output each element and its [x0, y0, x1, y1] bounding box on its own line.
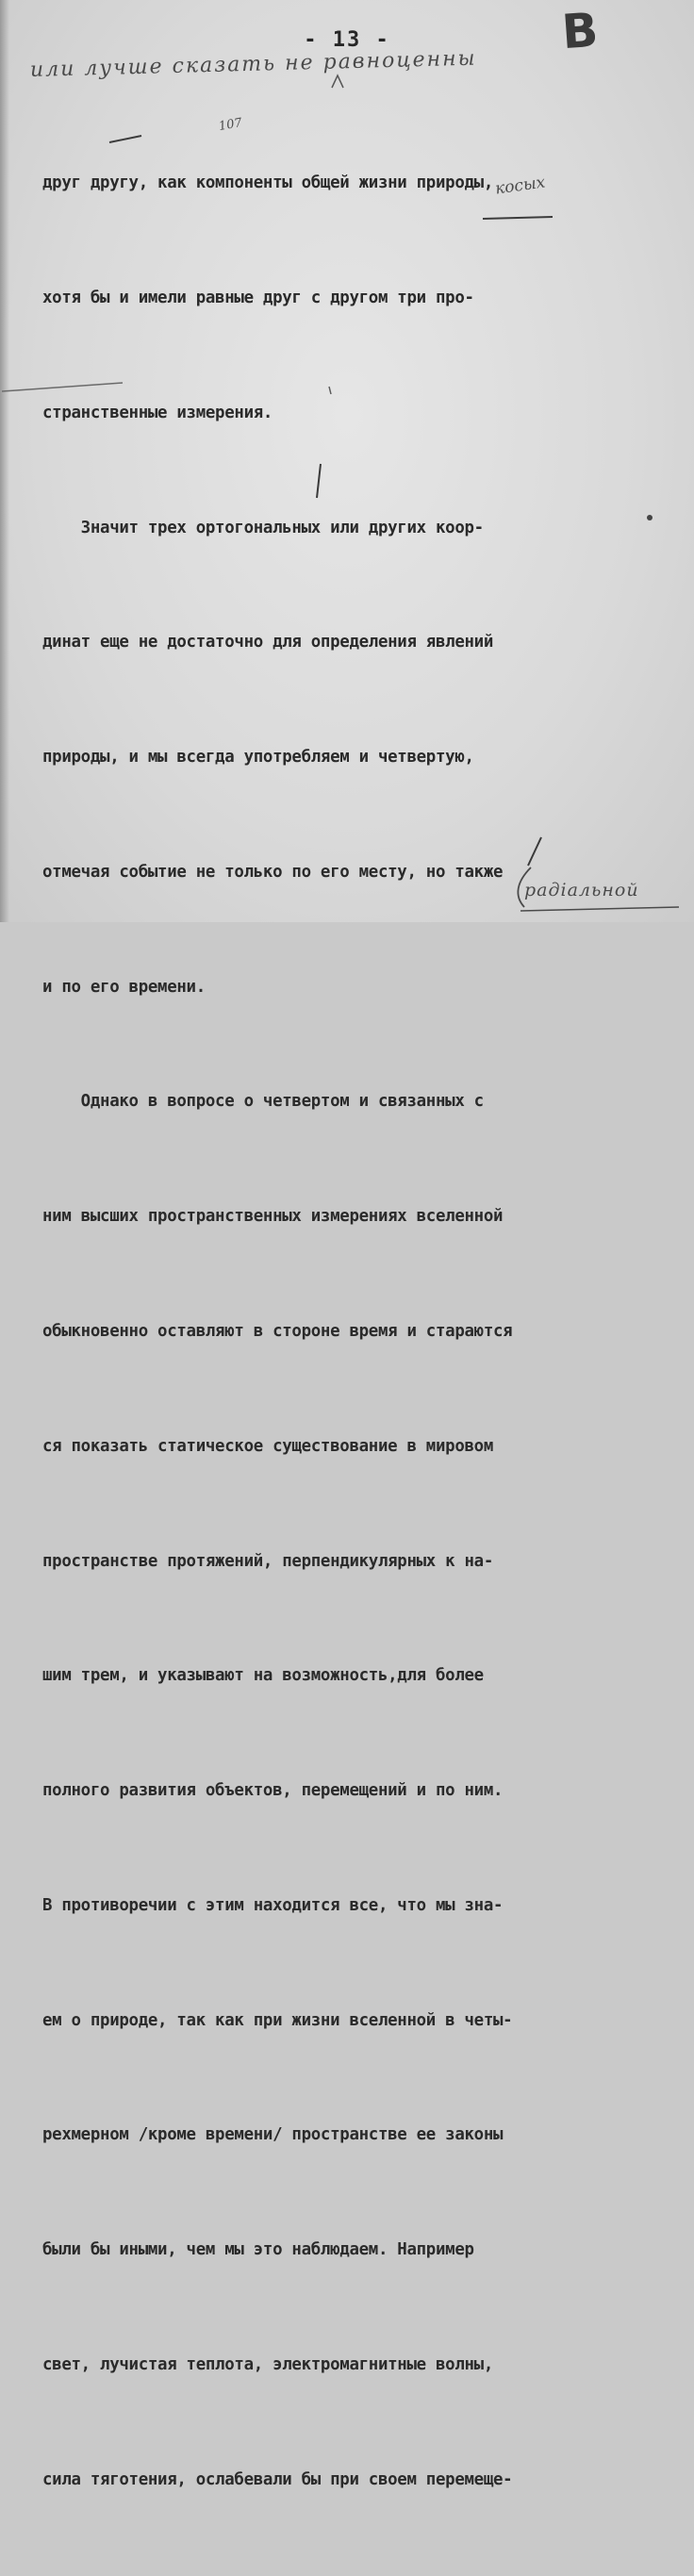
text-line: странственные измерения.	[42, 403, 273, 422]
text-line: были бы иными, чем мы это наблюдаем. Например	[42, 2240, 474, 2260]
handwritten-margin-note: радiальной	[524, 880, 639, 900]
text-line: шим трем, и указывают на возможность,для более	[42, 1666, 484, 1686]
text-line: В противоречии с этим находится все, что мы зна-	[42, 1895, 504, 1915]
text-line: сила тяготения, ослабевали бы при своем перемеще-	[42, 2469, 513, 2489]
insertion-caret	[332, 75, 343, 88]
text-line: отмечая событие не только по его месту, но также	[42, 862, 504, 882]
text-line: рехмерном /кроме времени/ пространстве ее законы	[42, 2125, 504, 2145]
text-line: хотя бы и имели равные друг с другом три про-	[42, 288, 474, 307]
text-line: свет, лучистая теплота, электромагнитные волны,	[42, 2355, 493, 2375]
text-line: Однако в вопросе о четвертом и связанных с	[42, 1092, 484, 1112]
text-line: полного развития объектов, перемещений и по ним.	[42, 1781, 504, 1801]
page-number: - 13 -	[304, 28, 390, 52]
text-line: ся показать статическое существование в мировом	[42, 1436, 493, 1456]
text-line: пространстве протяжений, перпендикулярных к на-	[42, 1551, 493, 1571]
text-line: природы, и мы всегда употребляем и четвертую,	[42, 748, 474, 768]
text-line: ним высших пространственных измерениях вселенной	[42, 1207, 504, 1227]
text-line: ем о природе, так как при жизни вселенной в четы-	[42, 2010, 513, 2030]
handwritten-correction: косых	[493, 173, 547, 199]
handwritten-insertion: или лучше сказать не равноценны	[29, 46, 477, 82]
text-line: друг другу, как компоненты общей жизни природы,	[42, 173, 493, 193]
text-line: обыкновенно оставляют в стороне время и стараются	[42, 1322, 513, 1341]
handwritten-corner-mark: B	[560, 2, 601, 60]
text-line: Значит трех ортогональных или других коор-	[42, 518, 484, 537]
text-line: динат еще не достаточно для определения явлений	[42, 633, 493, 652]
typed-text-body	[42, 88, 655, 2576]
handwritten-note-107: 107	[217, 115, 243, 135]
page-edge-shadow	[0, 0, 9, 922]
text-line: и по его времени.	[42, 977, 206, 997]
